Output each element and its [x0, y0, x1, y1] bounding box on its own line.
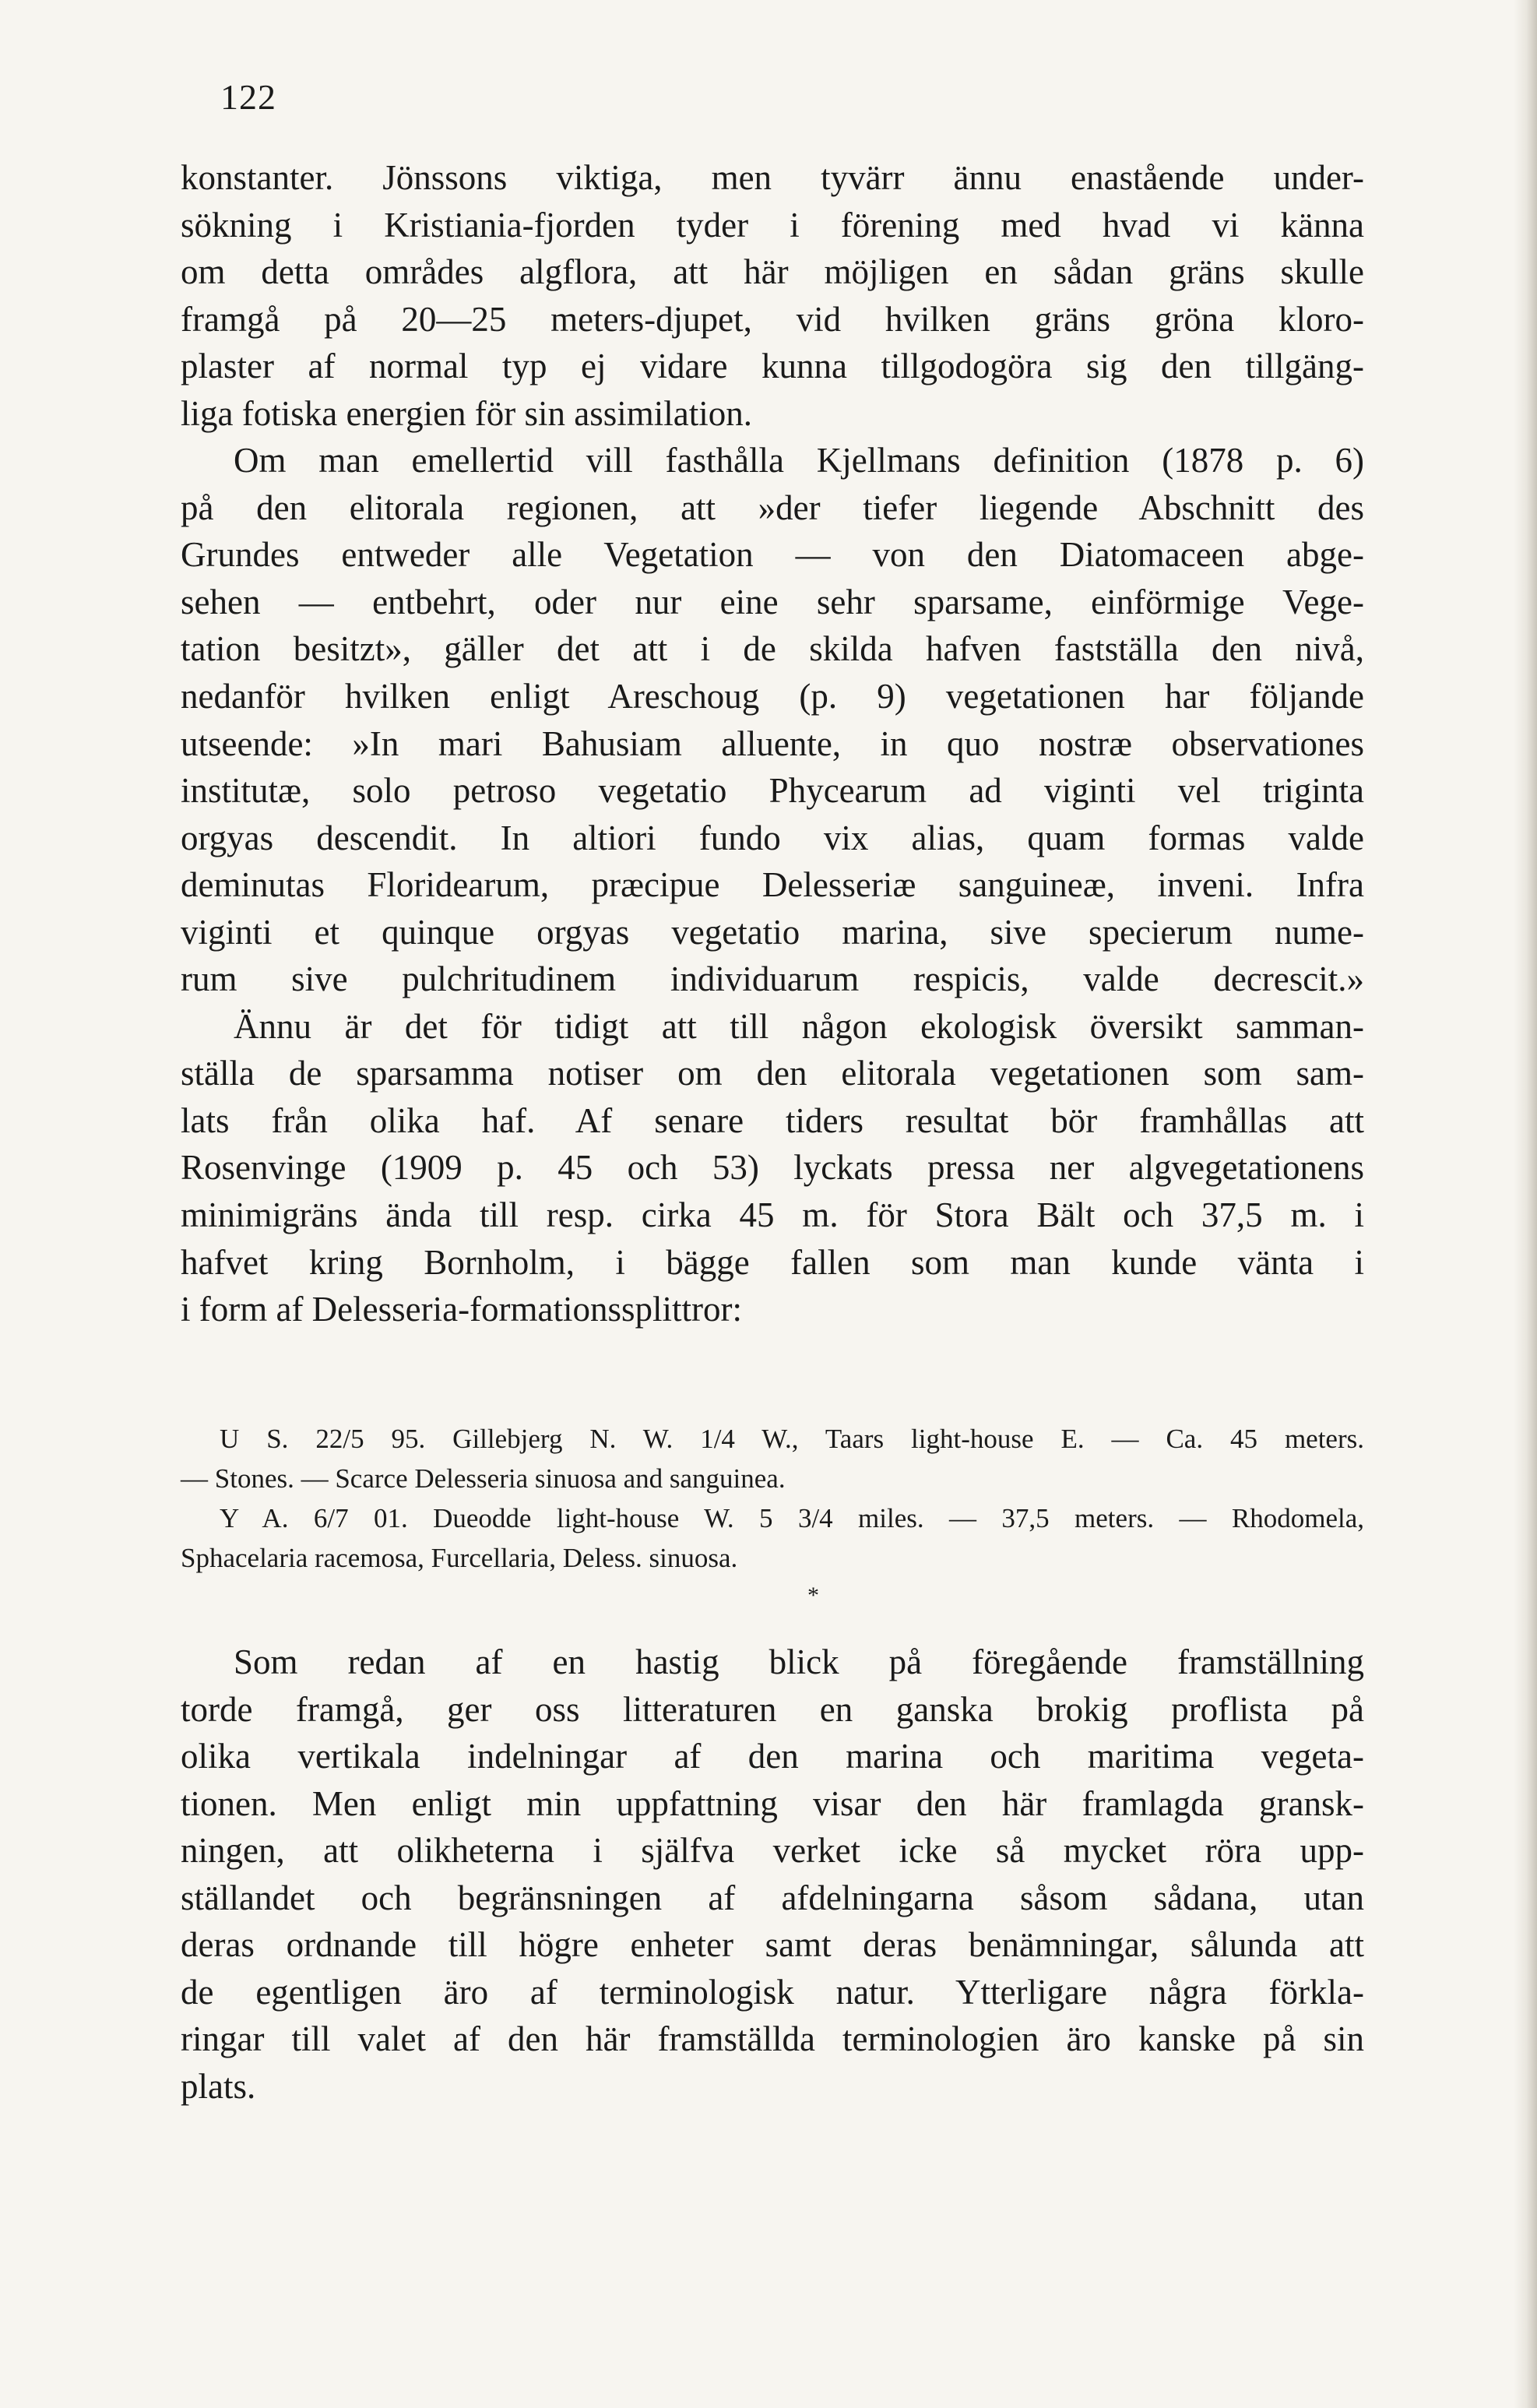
text-line: ställa de sparsamma notiser om den elitorala vegetationen som sam- [181, 1054, 1364, 1093]
text-line: framgå på 20—25 meters-djupet, vid hvilken gräns gröna kloro- [181, 299, 1364, 339]
text-line: Om man emellertid vill fasthålla Kjellmans definition (1878 p. 6) [234, 441, 1364, 481]
page-edge-shadow [1514, 0, 1537, 2408]
text-line: om detta områdes algflora, att här möjligen en sådan gräns skulle [181, 252, 1364, 292]
text-line: ningen, att olikheterna i själfva verket icke så mycket röra upp- [181, 1831, 1364, 1871]
text-line: tation besitzt», gäller det att i de skilda hafven fastställa den nivå, [181, 629, 1364, 669]
text-line: Ännu är det för tidigt att till någon ekologisk översikt samman- [234, 1006, 1364, 1046]
closing-paragraph [181, 1639, 1364, 2110]
text-line: Som redan af en hastig blick på föregående framställning [234, 1642, 1364, 1681]
text-line: Grundes entweder alle Vegetation — von den Diatomaceen abge- [181, 535, 1364, 575]
page-number: 122 [220, 77, 276, 117]
text-line: de egentligen äro af terminologisk natur. Ytterligare några förkla- [181, 1972, 1364, 2012]
text-line: rum sive pulchritudinem individuarum respicis, valde decrescit.» [181, 959, 1364, 999]
text-line: liga fotiska energien för sin assimilation. [181, 393, 753, 433]
text-line: plats. [181, 2066, 256, 2106]
text-line: Rosenvinge (1909 p. 45 och 53) lyckats pressa ner algvegetationens [181, 1148, 1364, 1188]
text-line: tionen. Men enligt min uppfattning visar den här framlagda gransk- [181, 1783, 1364, 1823]
text-line: utseende: »In mari Bahusiam alluente, in quo nostræ observationes [181, 723, 1364, 763]
text-line: på den elitorala regionen, att »der tiefer liegende Abschnitt des [181, 488, 1364, 527]
text-line: olika vertikala indelningar af den marina och maritima vegeta- [181, 1737, 1364, 1776]
note-line: — Stones. — Scarce Delesseria sinuosa and sanguinea. [181, 1463, 786, 1494]
text-line: plaster af normal typ ej vidare kunna tillgodogöra sig den tillgäng- [181, 347, 1364, 386]
text-line: institutæ, solo petroso vegetatio Phycearum ad viginti vel triginta [181, 771, 1364, 811]
text-line: lats från olika haf. Af senare tiders resultat bör framhållas att [181, 1100, 1364, 1140]
section-separator: * [807, 1582, 819, 1608]
field-notes [181, 1419, 1364, 1578]
text-line: i form af Delesseria-formationssplittror: [181, 1290, 743, 1329]
text-line: konstanter. Jönssons viktiga, men tyvärr ännu enastående under- [181, 158, 1364, 197]
text-line: deras ordnande till högre enheter samt deras benämningar, sålunda att [181, 1925, 1364, 1965]
text-line: orgyas descendit. In altiori fundo vix alias, quam formas valde [181, 818, 1364, 857]
text-line: viginti et quinque orgyas vegetatio marina, sive specierum nume- [181, 912, 1364, 952]
text-line: ställandet och begränsningen af afdelningarna såsom sådana, utan [181, 1878, 1364, 1917]
note-line: U S. 22/5 95. Gillebjerg N. W. 1/4 W., Taars light-house E. — Ca. 45 meters. [220, 1424, 1364, 1454]
text-line: sehen — entbehrt, oder nur eine sehr sparsame, einförmige Vege- [181, 582, 1364, 621]
text-line: minimigräns ända till resp. cirka 45 m. för Stora Bält och 37,5 m. i [181, 1195, 1364, 1235]
text-line: ringar till valet af den här framställda terminologien äro kanske på sin [181, 2019, 1364, 2059]
text-line: nedanför hvilken enligt Areschoug (p. 9) vegetationen har följande [181, 677, 1364, 716]
text-line: deminutas Floridearum, præcipue Delesseriæ sanguineæ, inveni. Infra [181, 865, 1364, 905]
main-text [181, 154, 1364, 1333]
text-line: torde framgå, ger oss litteraturen en ganska brokig proflista på [181, 1689, 1364, 1729]
note-line: Y A. 6/7 01. Dueodde light-house W. 5 3/4 miles. — 37,5 meters. — Rhodomela, [220, 1503, 1364, 1533]
note-line: Sphacelaria racemosa, Furcellaria, Deless. sinuosa. [181, 1543, 738, 1573]
text-line: hafvet kring Bornholm, i bägge fallen som man kunde vänta i [181, 1242, 1364, 1282]
text-line: sökning i Kristiania-fjorden tyder i förening med hvad vi känna [181, 205, 1364, 245]
